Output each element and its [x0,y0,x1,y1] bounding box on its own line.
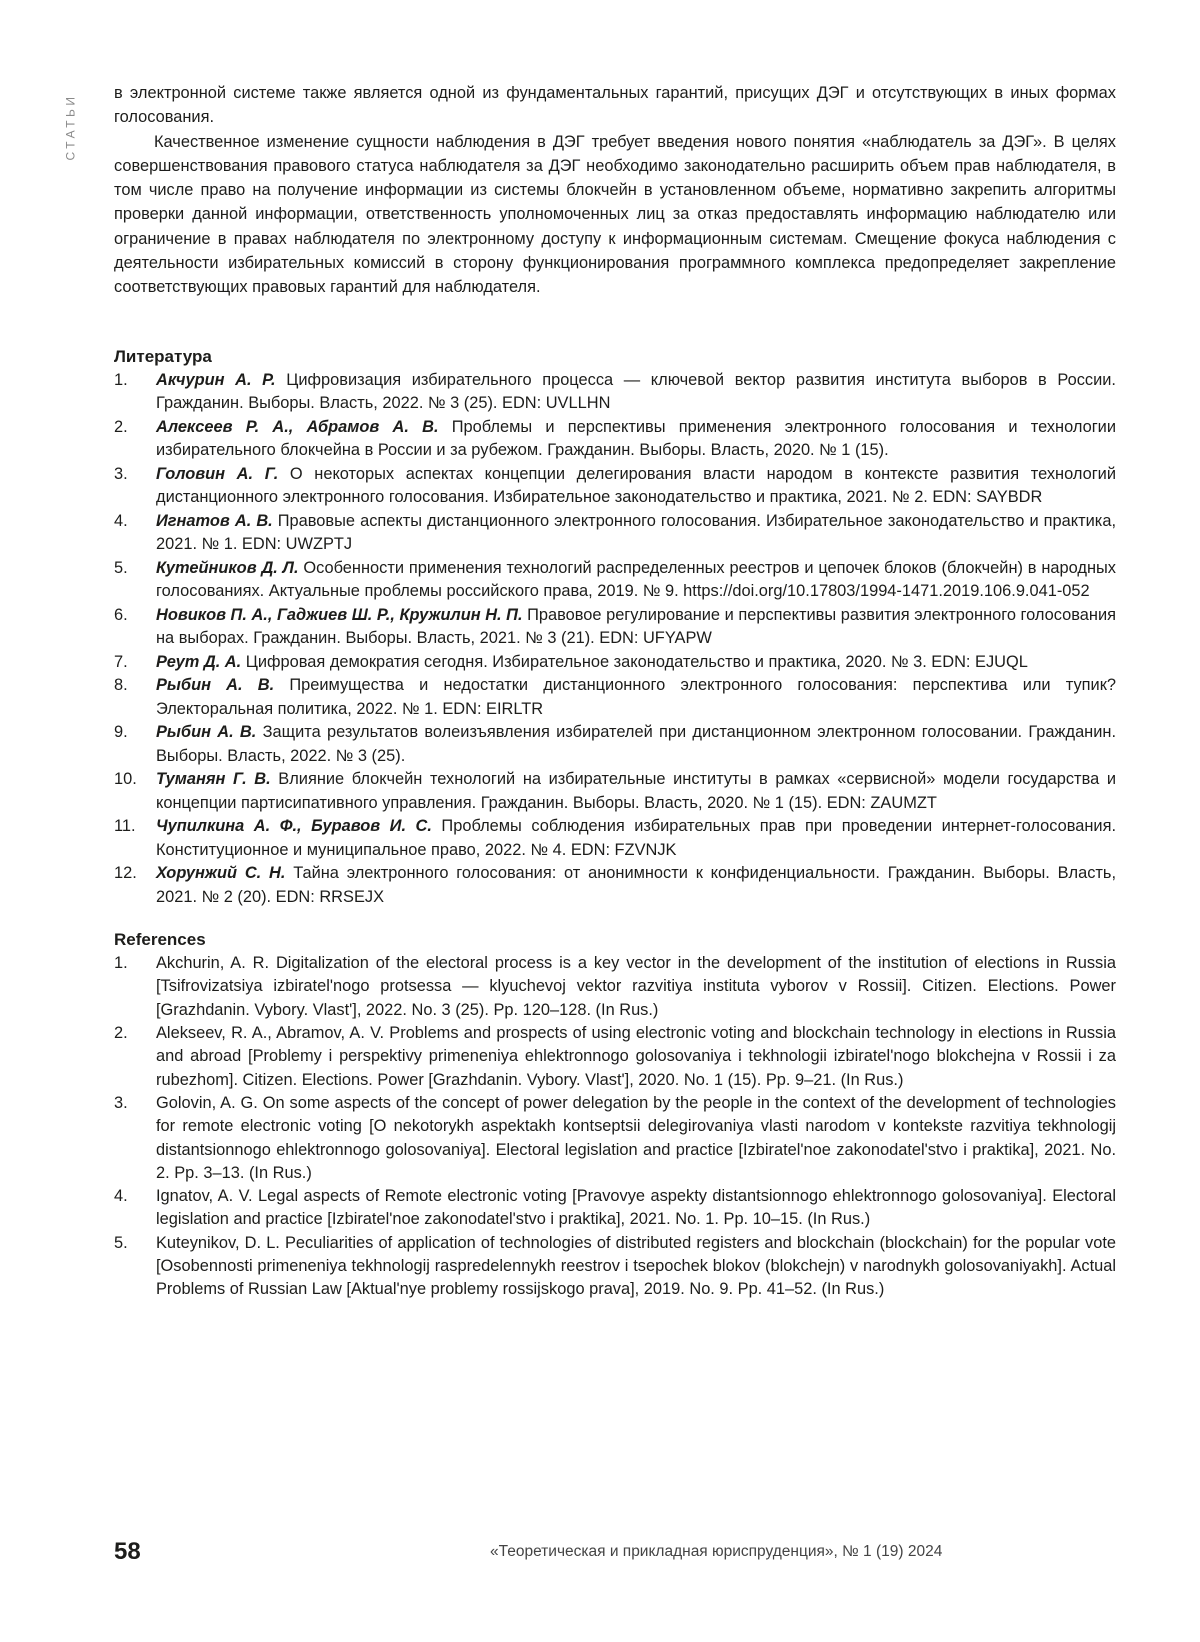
item-text: Цифровая демократия сегодня. Избирательное законодательство и практика, 2020. № 3. EDN: EJUQL [241,652,1028,671]
literature-list [114,369,1116,910]
item-text: Преимущества и недостатки дистанционного электронного голосования: перспектива или тупик? Электоральная политика, 2022. № 1. EDN: EIRLTR [156,676,1116,718]
reference-item [114,1185,1116,1232]
item-authors: Реут Д. А. [156,652,242,671]
item-number: 3. [114,464,128,483]
item-text: Особенности применения технологий распределенных реестров и цепочек блоков (блокчейн) в народных голосованиях. Актуальные проблемы российского права, 2019. № 9. https://doi.org/10.17803/1994-1471.2019.106.9.041-052 [156,558,1116,601]
item-authors: Новиков П. А., Гаджиев Ш. Р., Кружилин Н. П. [156,605,523,624]
item-number: 2. [114,1024,128,1043]
section-side-label-text: СТАТЬИ [64,93,79,161]
literature-heading: Литература [114,346,212,366]
literature-item [114,510,1116,557]
item-text: Влияние блокчейн технологий на избирательные институты в рамках «сервисной» модели государства и концепции партисипативного управления. Гражданин. Выборы. Власть, 2020. № 1 (15). EDN: ZAUMZT [156,770,1116,812]
item-text: Ignatov, A. V. Legal aspects of Remote electronic voting [Pravovye aspekty distantsionnogo ehlektronnogo golosovaniya]. Electoral legislation and practice [Izbiratel'noe zakonodatel'stvo i praktika], 2021. No. 1. Pp. 10–15. (In Rus.) [156,1187,1116,1229]
item-text: Akchurin, A. R. Digitalization of the electoral process is a key vector in the development of the institution of elections in Russia [Tsifrovizatsiya izbiratel'nogo protsessa — klyuchevoj vektor razvitiya instituta vyborov v Rossii]. Citizen. Elections. Power [Grazhdanin. Vybory. Vlast'], 2022. No. 3 (25). Pp. 120–128. (In Rus.) [156,954,1116,1019]
references-heading: References [114,930,206,950]
item-text: Правовые аспекты дистанционного электронного голосования. Избирательное законодательство и практика, 2021. № 1. EDN: UWZPTJ [156,511,1116,554]
literature-item [114,651,1116,675]
literature-item [114,862,1116,909]
item-authors: Игнатов А. В. [156,511,273,530]
reference-item [114,1022,1116,1092]
body-paragraph: в электронной системе также является одной из фундаментальных гарантий, присущих ДЭГ и отсутствующих в иных формах голосования. [114,84,1116,127]
literature-item [114,463,1116,510]
item-number: 11. [114,817,136,836]
literature-item [114,604,1116,651]
literature-item [114,674,1116,721]
item-number: 12. [114,864,137,883]
item-text: Kuteynikov, D. L. Peculiarities of application of technologies of distributed registers and blockchain (blockchain) for the popular vote [Osobennosti primeneniya tekhnologij raspredelennykh reestrov i tsepochek blokov (blokchejn) v narodnykh golosovaniyakh]. Actual Problems of Russian Law [Aktual'nye problemy rossijskogo prava], 2019. No. 9. Pp. 41–52. (In Rus.) [156,1233,1116,1299]
item-number: 3. [114,1093,128,1112]
item-number: 2. [114,417,128,436]
item-number: 7. [114,652,128,671]
section-side-label [60,82,82,172]
item-number: 8. [114,676,128,695]
item-authors: Рыбин А. В. [156,723,257,742]
journal-title: «Теоретическая и прикладная юриспруденция», № 1 (19) 2024 [490,1543,943,1560]
literature-item [114,815,1116,862]
literature-item [114,768,1116,815]
item-number: 4. [114,511,128,530]
body-paragraph: Качественное изменение сущности наблюдения в ДЭГ требует введения нового понятия «наблюдатель за ДЭГ». В целях совершенствования правового статуса наблюдателя за ДЭГ необходимо законодательно расширить объем прав наблюдателя, в том числе право на получение информации из системы блокчейн в установленном объеме, нормативно закрепить алгоритмы проверки данной информации, ответственность уполномоченных лиц за отказ предоставлять информацию наблюдателю или ограничение в правах наблюдателя по электронному доступу к информационным системам. Смещение фокуса наблюдения с деятельности избирательных комиссий в сторону функционирования программного комплекса предопределяет закрепление соответствующих правовых гарантий для наблюдателя. [114,132,1116,297]
literature-item [114,557,1116,604]
reference-item [114,1092,1116,1185]
item-authors: Чупилкина А. Ф., Буравов И. С. [156,817,432,836]
item-authors: Алексеев Р. А., Абрамов А. В. [156,417,439,436]
reference-item [114,952,1116,1022]
item-number: 5. [114,558,128,577]
references-list [114,952,1116,1301]
item-number: 1. [114,954,128,973]
item-authors: Кутейников Д. Л. [156,558,299,577]
item-authors: Головин А. Г. [156,464,279,483]
item-text: Цифровизация избирательного процесса — ключевой вектор развития института выборов в России. Гражданин. Выборы. Власть, 2022. № 3 (25). EDN: UVLLHN [156,370,1116,413]
item-number: 10. [114,770,137,789]
item-text: Проблемы и перспективы применения электронного голосования и технологии избирательного блокчейна в России и за рубежом. Гражданин. Выборы. Власть, 2020. № 1 (15). [156,417,1116,460]
literature-item [114,721,1116,768]
item-authors: Рыбин А. В. [156,676,275,695]
page-content [114,81,1116,1302]
item-number: 1. [114,370,128,389]
item-authors: Хорунжий С. Н. [156,864,286,883]
item-text: Защита результатов волеизъявления избирателей при дистанционном электронном голосовании. Гражданин. Выборы. Власть, 2022. № 3 (25). [156,723,1116,765]
reference-item [114,1232,1116,1302]
item-authors: Акчурин А. Р. [156,370,276,389]
item-number: 9. [114,723,128,742]
item-text: Правовое регулирование и перспективы развития электронного голосования на выборах. Гражданин. Выборы. Власть, 2021. № 3 (21). EDN: UFYAPW [156,605,1116,648]
literature-item [114,416,1116,463]
item-number: 5. [114,1233,128,1252]
page-number: 58 [114,1538,141,1565]
item-text: Alekseev, R. A., Abramov, A. V. Problems and prospects of using electronic voting and blockchain technology in elections in Russia and abroad [Problemy i perspektivy primeneniya ehlektronnogo golosovaniya i tekhnologii izbiratel'nogo blokchejna v Rossii i za rubezhom]. Citizen. Elections. Power [Grazhdanin. Vybory. Vlast'], 2020. No. 1 (15). Pp. 9–21. (In Rus.) [156,1024,1116,1089]
item-text: О некоторых аспектах концепции делегирования власти народом в контексте развития технологий дистанционного электронного голосования. Избирательное законодательство и практика, 2021. № 2. EDN: SAYBDR [156,464,1116,507]
item-number: 6. [114,605,128,624]
item-text: Тайна электронного голосования: от анонимности к конфиденциальности. Гражданин. Выборы. Власть, 2021. № 2 (20). EDN: RRSEJX [156,864,1117,906]
item-number: 4. [114,1187,128,1206]
item-authors: Туманян Г. В. [156,770,271,789]
item-text: Golovin, A. G. On some aspects of the concept of power delegation by the people in the context of the development of technologies for remote electronic voting [O nekotorykh aspektakh kontseptsii delegirovaniya vlasti narodom v kontekste razvitiya tekhnologij distantsionnogo ehlektronnogo golosovaniya]. Electoral legislation and practice [Izbiratel'noe zakonodatel'stvo i praktika], 2021. No. 2. Pp. 3–13. (In Rus.) [156,1093,1116,1182]
literature-item [114,369,1116,416]
item-text: Проблемы соблюдения избирательных прав при проведении интернет-голосования. Конституционное и муниципальное право, 2022. № 4. EDN: FZVNJK [156,817,1116,859]
